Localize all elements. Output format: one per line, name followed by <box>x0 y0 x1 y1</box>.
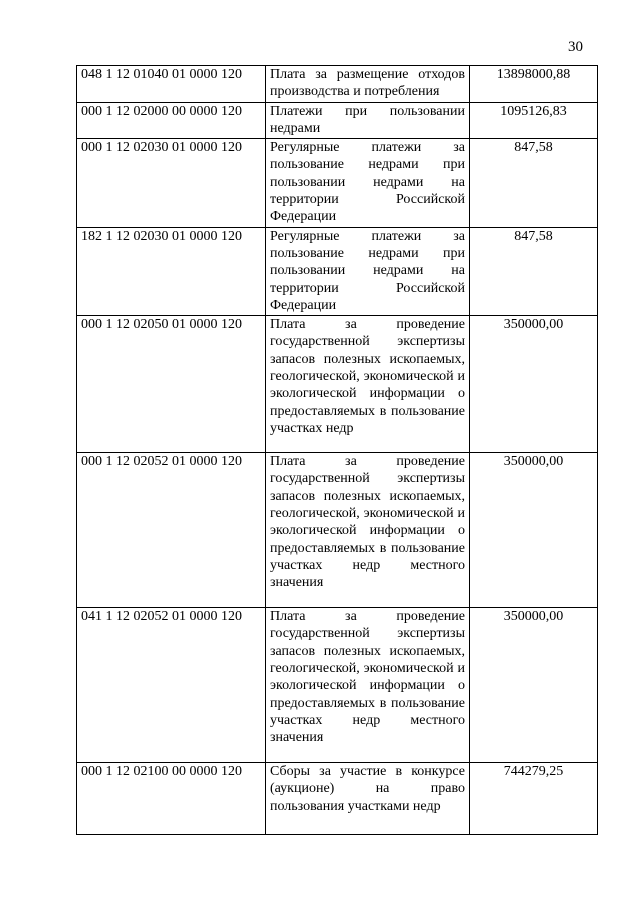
income-name-cell: Плата за размещение отходов производства и потребления <box>266 66 470 103</box>
amount-cell: 847,58 <box>470 139 598 227</box>
budget-code-cell: 000 1 12 02030 01 0000 120 <box>77 139 266 227</box>
table-row <box>77 608 598 763</box>
table-row <box>77 139 598 227</box>
budget-code-cell: 048 1 12 01040 01 0000 120 <box>77 66 266 103</box>
income-name-cell: Плата за проведение государственной экспертизы запасов полезных ископаемых, геологической, экономической и экологической информации о предоставляемых в пользование участках недр местного значения <box>266 608 470 763</box>
amount-cell: 350000,00 <box>470 316 598 453</box>
amount-cell: 847,58 <box>470 227 598 315</box>
budget-code-cell: 000 1 12 02000 00 0000 120 <box>77 102 266 139</box>
budget-code-cell: 000 1 12 02050 01 0000 120 <box>77 316 266 453</box>
budget-code-cell: 182 1 12 02030 01 0000 120 <box>77 227 266 315</box>
amount-cell: 13898000,88 <box>470 66 598 103</box>
income-name-cell: Регулярные платежи за пользование недрами при пользовании недрами на территории Российской Федерации <box>266 139 470 227</box>
budget-code-cell: 000 1 12 02100 00 0000 120 <box>77 763 266 835</box>
income-name-cell: Сборы за участие в конкурсе (аукционе) на право пользования участками недр <box>266 763 470 835</box>
amount-cell: 350000,00 <box>470 608 598 763</box>
amount-cell: 744279,25 <box>470 763 598 835</box>
page-number: 30 <box>568 39 583 55</box>
budget-code-cell: 041 1 12 02052 01 0000 120 <box>77 608 266 763</box>
amount-cell: 350000,00 <box>470 453 598 608</box>
table-row <box>77 763 598 835</box>
budget-code-cell: 000 1 12 02052 01 0000 120 <box>77 453 266 608</box>
table-row <box>77 66 598 103</box>
table-row <box>77 453 598 608</box>
income-name-cell: Регулярные платежи за пользование недрами при пользовании недрами на территории Российской Федерации <box>266 227 470 315</box>
income-name-cell: Платежи при пользовании недрами <box>266 102 470 139</box>
table-row <box>77 227 598 315</box>
amount-cell: 1095126,83 <box>470 102 598 139</box>
budget-table <box>76 65 598 835</box>
table-row <box>77 316 598 453</box>
table-row <box>77 102 598 139</box>
income-name-cell: Плата за проведение государственной экспертизы запасов полезных ископаемых, геологической, экономической и экологической информации о предоставляемых в пользование участках недр местного значения <box>266 453 470 608</box>
income-name-cell: Плата за проведение государственной экспертизы запасов полезных ископаемых, геологической, экономической и экологической информации о предоставляемых в пользование участках недр <box>266 316 470 453</box>
